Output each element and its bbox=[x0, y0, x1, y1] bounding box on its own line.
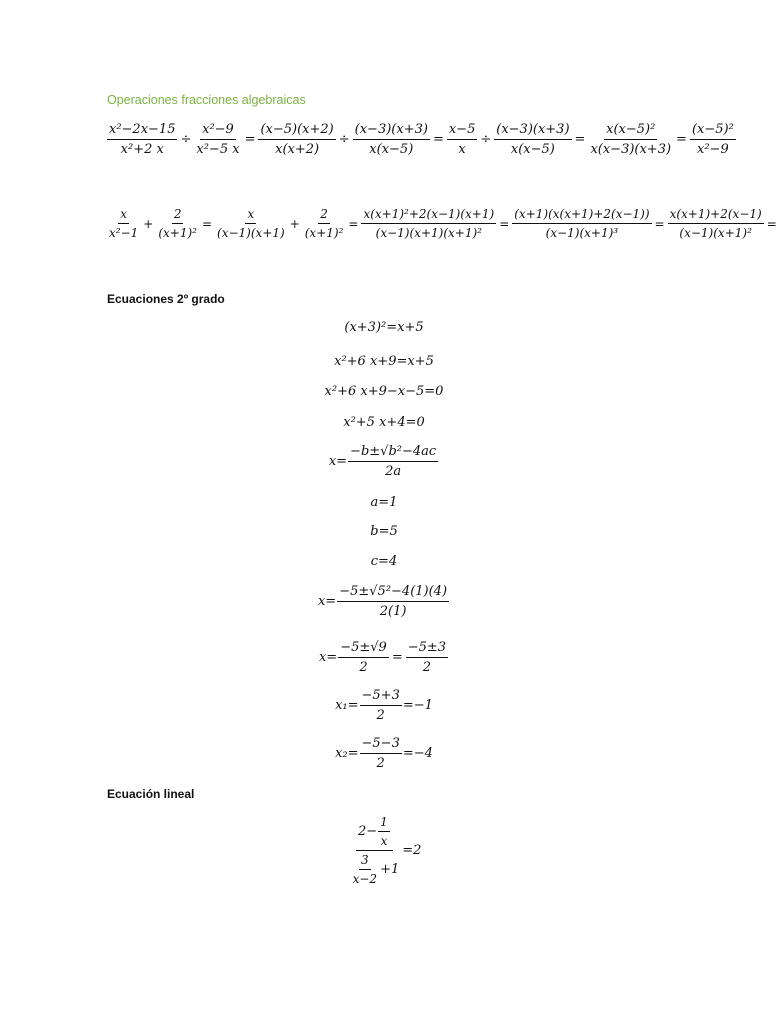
equation-rhs: =−4 bbox=[402, 746, 433, 761]
fraction bbox=[447, 122, 478, 157]
fraction bbox=[338, 640, 389, 675]
quadratic-formula bbox=[0, 444, 768, 479]
equation-line bbox=[0, 495, 768, 510]
denominator: 2 bbox=[422, 660, 432, 675]
numerator: (x+1)(x(x+1)+2(x−1)) bbox=[512, 207, 651, 224]
numerator: 2 bbox=[318, 207, 330, 224]
division-sign: ÷ bbox=[338, 132, 350, 147]
numerator: −5±√5²−4(1)(4) bbox=[337, 584, 449, 602]
solution-x1 bbox=[0, 688, 768, 723]
equals-sign: = bbox=[654, 216, 665, 231]
equals-sign: = bbox=[676, 132, 687, 147]
equation-text: c=4 bbox=[370, 554, 398, 569]
numerator: x(x−5)² bbox=[604, 122, 657, 140]
equals-sign: = bbox=[766, 216, 777, 231]
denominator: x bbox=[458, 142, 466, 157]
equals-sign: = bbox=[348, 216, 359, 231]
equation-text: a=1 bbox=[370, 495, 398, 510]
numerator: 3 bbox=[359, 853, 371, 870]
denominator: x bbox=[380, 834, 388, 848]
denominator: (x−1)(x+1)² bbox=[679, 226, 752, 240]
denominator: 2(1) bbox=[379, 604, 407, 619]
equation-lhs: x₁= bbox=[335, 698, 359, 713]
equals-sign: = bbox=[432, 132, 444, 147]
denominator: x(x−5) bbox=[369, 142, 414, 157]
numerator: −5±√9 bbox=[338, 640, 389, 658]
denominator: x(x+2) bbox=[275, 142, 320, 157]
fraction bbox=[360, 688, 402, 723]
denominator: 2 bbox=[359, 660, 368, 675]
plus-sign: + bbox=[289, 216, 300, 231]
equals-sign: = bbox=[499, 216, 510, 231]
numerator: (x−5)(x+2) bbox=[258, 122, 335, 140]
division-sign: ÷ bbox=[180, 132, 192, 147]
denominator: x−2 bbox=[352, 872, 378, 886]
equation-lhs: x= bbox=[328, 454, 348, 469]
equals-sign: = bbox=[574, 132, 586, 147]
numerator: x bbox=[118, 207, 129, 224]
complex-numerator bbox=[356, 815, 393, 851]
addend: +1 bbox=[380, 862, 400, 877]
numerator: −5+3 bbox=[360, 688, 402, 706]
numerator: x²−9 bbox=[200, 122, 236, 140]
numerator: (x−3)(x+3) bbox=[494, 122, 571, 140]
numerator: 2 bbox=[172, 207, 184, 224]
denominator: (x+1)² bbox=[304, 226, 344, 240]
equation-text: x²+6 x+9−x−5=0 bbox=[324, 384, 444, 399]
denominator: x(x−3)(x+3) bbox=[590, 142, 672, 157]
denominator: (x+1)² bbox=[158, 226, 197, 240]
denominator: x²−5 x bbox=[196, 142, 240, 157]
fraction bbox=[348, 444, 438, 479]
page-title: Operaciones fracciones algebraicas bbox=[107, 93, 306, 107]
fraction bbox=[156, 207, 199, 240]
complex-fraction-equation bbox=[0, 815, 768, 886]
denominator: (x−1)(x+1)³ bbox=[545, 226, 619, 240]
numerator: x(x+1)+2(x−1) bbox=[668, 207, 764, 224]
denominator: x²+2 x bbox=[120, 142, 164, 157]
equation-line bbox=[0, 554, 768, 569]
fraction bbox=[690, 122, 736, 157]
fraction bbox=[361, 207, 496, 240]
fraction bbox=[360, 736, 402, 771]
division-sign: ÷ bbox=[480, 132, 492, 147]
equation-lhs: x= bbox=[317, 594, 337, 609]
fraction bbox=[303, 207, 346, 240]
formula-substitution bbox=[0, 584, 768, 619]
fraction bbox=[512, 207, 651, 240]
section-heading-linear: Ecuación lineal bbox=[107, 787, 195, 801]
fraction bbox=[406, 640, 448, 675]
denominator: 2a bbox=[385, 464, 402, 479]
fraction bbox=[258, 122, 335, 157]
fraction bbox=[107, 122, 177, 157]
denominator: 2 bbox=[376, 756, 385, 771]
fraction bbox=[353, 122, 430, 157]
numerator: (x−5)² bbox=[690, 122, 736, 140]
solution-x2 bbox=[0, 736, 768, 771]
numerator: x bbox=[245, 207, 256, 224]
numerator: x−5 bbox=[447, 122, 478, 140]
fraction bbox=[378, 815, 390, 848]
numerator: x²−2x−15 bbox=[107, 122, 177, 140]
fraction bbox=[215, 207, 287, 240]
fraction bbox=[107, 207, 140, 240]
equation-line bbox=[0, 354, 768, 369]
equation-text: x²+6 x+9=x+5 bbox=[334, 354, 434, 369]
denominator: x²−1 bbox=[109, 226, 139, 240]
fraction bbox=[494, 122, 571, 157]
denominator: (x−1)(x+1)(x+1)² bbox=[375, 226, 482, 240]
equation-lhs: x= bbox=[318, 650, 338, 665]
numerator: −b±√b²−4ac bbox=[348, 444, 438, 462]
denominator: (x−1)(x+1) bbox=[217, 226, 285, 240]
numerator: −5±3 bbox=[406, 640, 448, 658]
plus-sign: + bbox=[143, 216, 154, 231]
equation-text: b=5 bbox=[370, 524, 398, 539]
complex-fraction bbox=[348, 815, 402, 886]
denominator: 2 bbox=[376, 708, 385, 723]
fraction-sum-expression bbox=[106, 207, 779, 240]
denominator: x²−9 bbox=[697, 142, 729, 157]
fraction bbox=[194, 122, 241, 157]
fraction-division-expression bbox=[106, 122, 737, 157]
numerator: (x−3)(x+3) bbox=[353, 122, 430, 140]
equation-text: (x+3)²=x+5 bbox=[344, 320, 424, 335]
equation-line bbox=[0, 384, 768, 399]
equation-rhs: =2 bbox=[402, 843, 422, 858]
formula-simplification bbox=[0, 640, 768, 675]
equation-line bbox=[0, 415, 768, 430]
equation-lhs: x₂= bbox=[335, 746, 359, 761]
fraction bbox=[337, 584, 449, 619]
equals-sign: = bbox=[391, 650, 403, 665]
fraction bbox=[351, 853, 379, 886]
equation-line bbox=[0, 320, 768, 335]
section-heading-quadratic: Ecuaciones 2º grado bbox=[107, 292, 225, 306]
complex-denominator bbox=[348, 851, 402, 886]
fraction bbox=[668, 207, 764, 240]
numerator: x(x+1)²+2(x−1)(x+1) bbox=[361, 207, 496, 224]
whole-part: 2− bbox=[358, 824, 378, 839]
equals-sign: = bbox=[201, 216, 213, 231]
numerator: −5−3 bbox=[360, 736, 402, 754]
fraction bbox=[588, 122, 673, 157]
equation-text: x²+5 x+4=0 bbox=[343, 415, 425, 430]
equation-line bbox=[0, 524, 768, 539]
numerator: 1 bbox=[378, 815, 390, 832]
equation-rhs: =−1 bbox=[402, 698, 433, 713]
denominator: x(x−5) bbox=[510, 142, 555, 157]
equals-sign: = bbox=[244, 132, 256, 147]
